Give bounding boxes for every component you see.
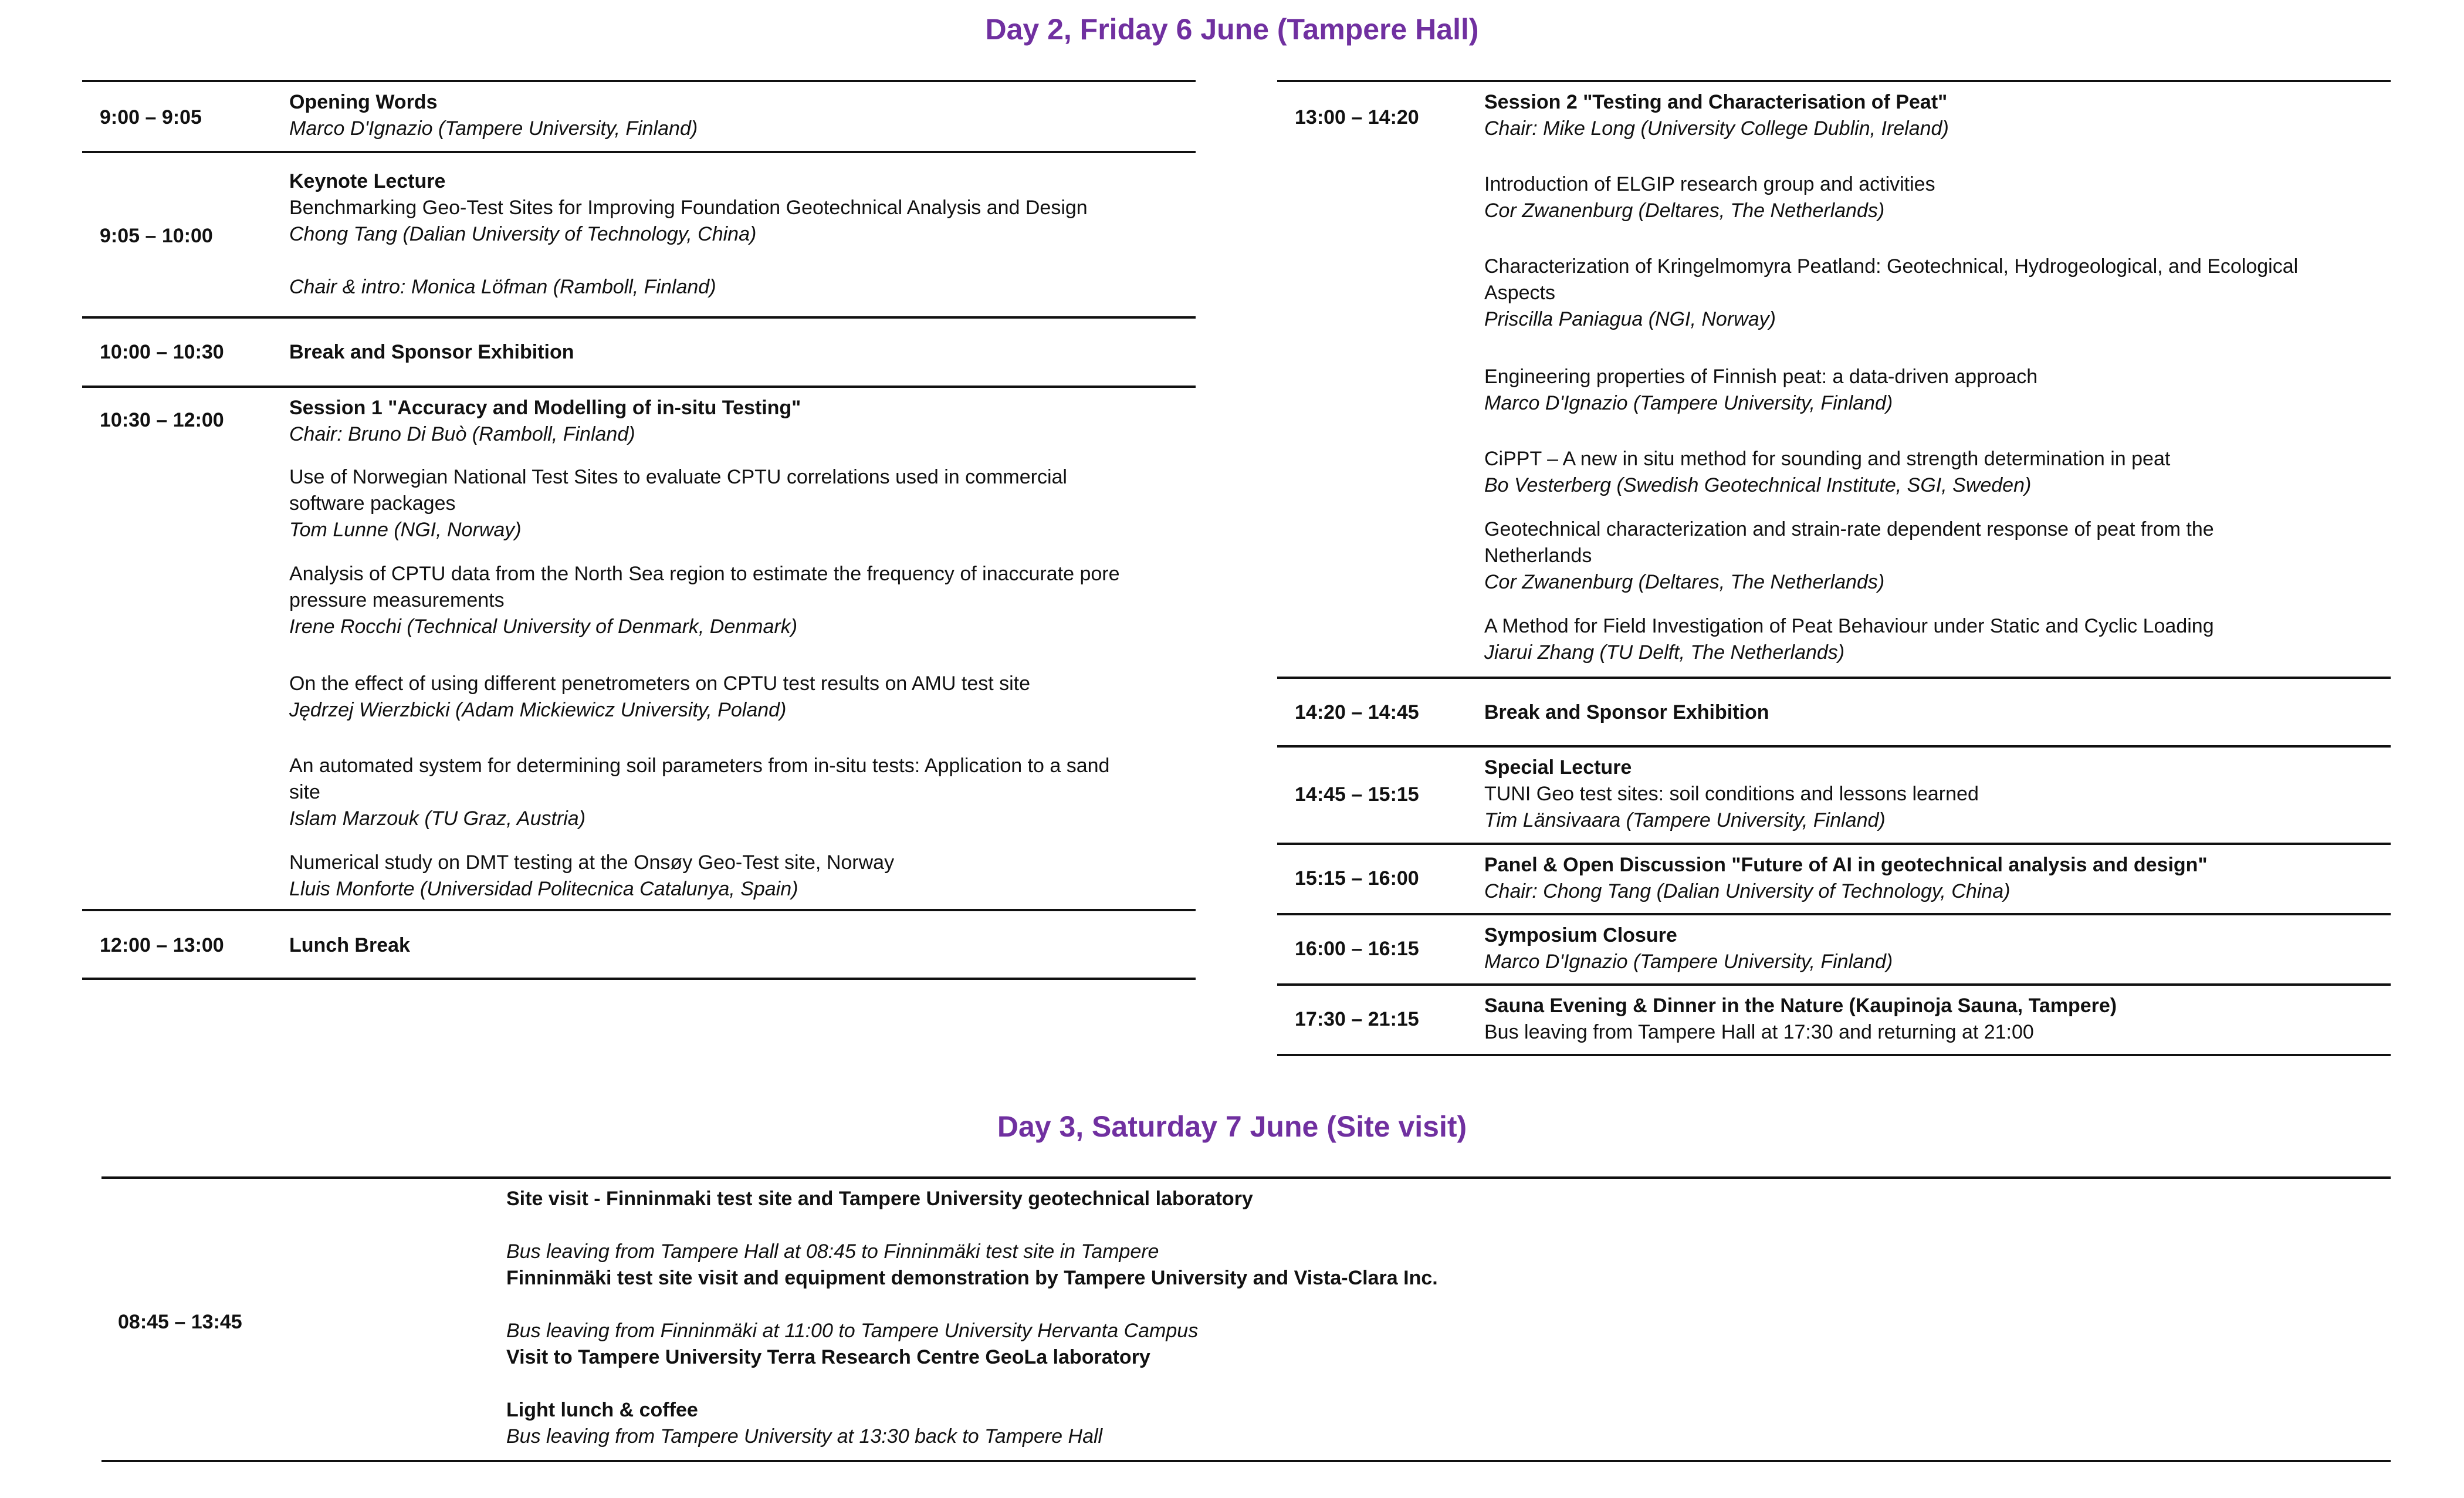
time-label: 9:00 – 9:05 xyxy=(100,106,202,129)
note: Bus leaving from Tampere Hall at 17:30 and returning at 21:00 xyxy=(1484,1021,2034,1043)
talk-title: CiPPT – A new in situ method for sounding and strength determination in peat xyxy=(1484,448,2171,470)
talk-title: Geotechnical characterization and strain-rate dependent response of peat from the xyxy=(1484,518,2214,540)
speaker: Priscilla Paniagua (NGI, Norway) xyxy=(1484,308,1776,330)
session-title: Symposium Closure xyxy=(1484,924,1677,946)
session-title: Site visit - Finninmaki test site and Tampere University geotechnical laboratory xyxy=(506,1188,1253,1210)
time-label: 14:45 – 15:15 xyxy=(1295,783,1419,806)
chair: Chair: Bruno Di Buò (Ramboll, Finland) xyxy=(289,423,635,445)
time-label: 14:20 – 14:45 xyxy=(1295,701,1419,723)
talk-item xyxy=(1484,613,2298,666)
talk-item xyxy=(1484,446,2298,499)
speaker: Marco D'Ignazio (Tampere University, Finland) xyxy=(1484,951,1893,973)
activity: Finninmäki test site visit and equipment demonstration by Tampere University and Vista-Clara Inc. xyxy=(506,1267,1438,1289)
session-title: Break and Sponsor Exhibition xyxy=(289,341,574,363)
speaker: Marco D'Ignazio (Tampere University, Finland) xyxy=(289,117,698,140)
talk-title: A Method for Field Investigation of Peat Behaviour under Static and Cyclic Loading xyxy=(1484,615,2214,637)
schedule-row-special-lecture xyxy=(1277,745,2391,843)
day2-right-column xyxy=(1277,80,2391,1056)
schedule-row-keynote xyxy=(82,151,1196,316)
bus-note: Bus leaving from Finninmäki at 11:00 to Tampere University Hervanta Campus xyxy=(506,1320,1199,1342)
time-label: 10:30 – 12:00 xyxy=(100,409,224,431)
chair: Chair & intro: Monica Löfman (Ramboll, Finland) xyxy=(289,276,716,298)
talk-item xyxy=(1484,516,2298,596)
talk-title: site xyxy=(289,781,320,803)
schedule-row-site-visit xyxy=(101,1176,2391,1462)
session-title: Opening Words xyxy=(289,91,438,113)
time-label: 10:00 – 10:30 xyxy=(100,341,224,363)
time-label: 15:15 – 16:00 xyxy=(1295,867,1419,890)
schedule-row-sauna xyxy=(1277,983,2391,1056)
talk-title: Analysis of CPTU data from the North Sea region to estimate the frequency of inaccurate pore xyxy=(289,563,1120,585)
session-title: Break and Sponsor Exhibition xyxy=(1484,701,1769,723)
speaker: Tom Lunne (NGI, Norway) xyxy=(289,519,522,541)
speaker: Cor Zwanenburg (Deltares, The Netherlands) xyxy=(1484,571,1885,593)
talk-title: Aspects xyxy=(1484,282,1555,304)
talk-item xyxy=(1484,364,2298,417)
talk-item xyxy=(289,464,1120,543)
speaker: Bo Vesterberg (Swedish Geotechnical Institute, SGI, Sweden) xyxy=(1484,474,2032,496)
talk-title: Benchmarking Geo-Test Sites for Improving Foundation Geotechnical Analysis and Design xyxy=(289,197,1088,219)
talk-title: software packages xyxy=(289,492,456,515)
talk-title: TUNI Geo test sites: soil conditions and lessons learned xyxy=(1484,783,1979,805)
talk-item xyxy=(289,753,1120,832)
time-label: 9:05 – 10:00 xyxy=(100,225,213,247)
speaker: Jędrzej Wierzbicki (Adam Mickiewicz University, Poland) xyxy=(289,699,787,721)
schedule-row-opening xyxy=(82,80,1196,151)
schedule-row-panel xyxy=(1277,843,2391,913)
speaker: Cor Zwanenburg (Deltares, The Netherlands) xyxy=(1484,199,1885,222)
talk-item xyxy=(1484,253,2298,333)
activity: Visit to Tampere University Terra Research Centre GeoLa laboratory xyxy=(506,1346,1150,1368)
time-label: 13:00 – 14:20 xyxy=(1295,106,1419,129)
speaker: Lluis Monforte (Universidad Politecnica Catalunya, Spain) xyxy=(289,878,798,900)
talk-title: On the effect of using different penetrometers on CPTU test results on AMU test site xyxy=(289,672,1031,695)
session-title: Session 2 "Testing and Characterisation of Peat" xyxy=(1484,91,1948,113)
talk-title: pressure measurements xyxy=(289,589,505,611)
talk-title: Characterization of Kringelmomyra Peatland: Geotechnical, Hydrogeological, and Ecological xyxy=(1484,255,2299,278)
talk-title: Engineering properties of Finnish peat: a data-driven approach xyxy=(1484,366,2038,388)
speaker: Marco D'Ignazio (Tampere University, Finland) xyxy=(1484,392,1893,414)
time-label: 12:00 – 13:00 xyxy=(100,934,224,956)
talk-title: Numerical study on DMT testing at the Onsøy Geo-Test site, Norway xyxy=(289,851,895,874)
schedule-row-closure xyxy=(1277,913,2391,983)
session-title: Sauna Evening & Dinner in the Nature (Kaupinoja Sauna, Tampere) xyxy=(1484,995,2117,1017)
day2-title: Day 2, Friday 6 June (Tampere Hall) xyxy=(985,13,1479,46)
schedule-row-session2 xyxy=(1277,80,2391,677)
speaker: Tim Länsivaara (Tampere University, Finland) xyxy=(1484,809,1886,831)
day2-left-column xyxy=(82,80,1196,980)
day3-title: Day 3, Saturday 7 June (Site visit) xyxy=(997,1110,1467,1143)
session-title: Panel & Open Discussion "Future of AI in geotechnical analysis and design" xyxy=(1484,854,2208,876)
schedule-row-break xyxy=(1277,677,2391,745)
time-label: 17:30 – 21:15 xyxy=(1295,1008,1419,1030)
schedule-row-break xyxy=(82,316,1196,386)
session-title: Session 1 "Accuracy and Modelling of in-situ Testing" xyxy=(289,397,801,419)
bus-note: Bus leaving from Tampere Hall at 08:45 to Finninmäki test site in Tampere xyxy=(506,1240,1159,1263)
chair: Chair: Chong Tang (Dalian University of Technology, China) xyxy=(1484,880,2011,902)
speaker: Islam Marzouk (TU Graz, Austria) xyxy=(289,807,586,830)
chair: Chair: Mike Long (University College Dublin, Ireland) xyxy=(1484,117,1949,140)
day3-table xyxy=(101,1176,2391,1462)
time-label: 16:00 – 16:15 xyxy=(1295,938,1419,960)
talk-item xyxy=(1484,171,2298,224)
speaker: Jiarui Zhang (TU Delft, The Netherlands) xyxy=(1484,641,1845,664)
bus-note: Bus leaving from Tampere University at 13:30 back to Tampere Hall xyxy=(506,1425,1103,1448)
talk-item xyxy=(289,561,1120,640)
session-title: Keynote Lecture xyxy=(289,170,446,192)
talk-item xyxy=(289,850,1120,902)
talk-title: Use of Norwegian National Test Sites to evaluate CPTU correlations used in commercial xyxy=(289,466,1067,488)
talk-title: Introduction of ELGIP research group and activities xyxy=(1484,173,1935,195)
activity: Light lunch & coffee xyxy=(506,1399,698,1421)
talk-title: An automated system for determining soil parameters from in-situ tests: Application to a sand xyxy=(289,755,1110,777)
schedule-row-session1 xyxy=(82,386,1196,909)
talk-item xyxy=(289,671,1120,723)
session-title: Lunch Break xyxy=(289,934,410,956)
speaker: Irene Rocchi (Technical University of Denmark, Denmark) xyxy=(289,616,798,638)
schedule-row-lunch xyxy=(82,909,1196,980)
speaker: Chong Tang (Dalian University of Technology, China) xyxy=(289,223,757,245)
time-label: 08:45 – 13:45 xyxy=(118,1311,242,1333)
talk-title: Netherlands xyxy=(1484,545,1592,567)
session-title: Special Lecture xyxy=(1484,756,1632,779)
